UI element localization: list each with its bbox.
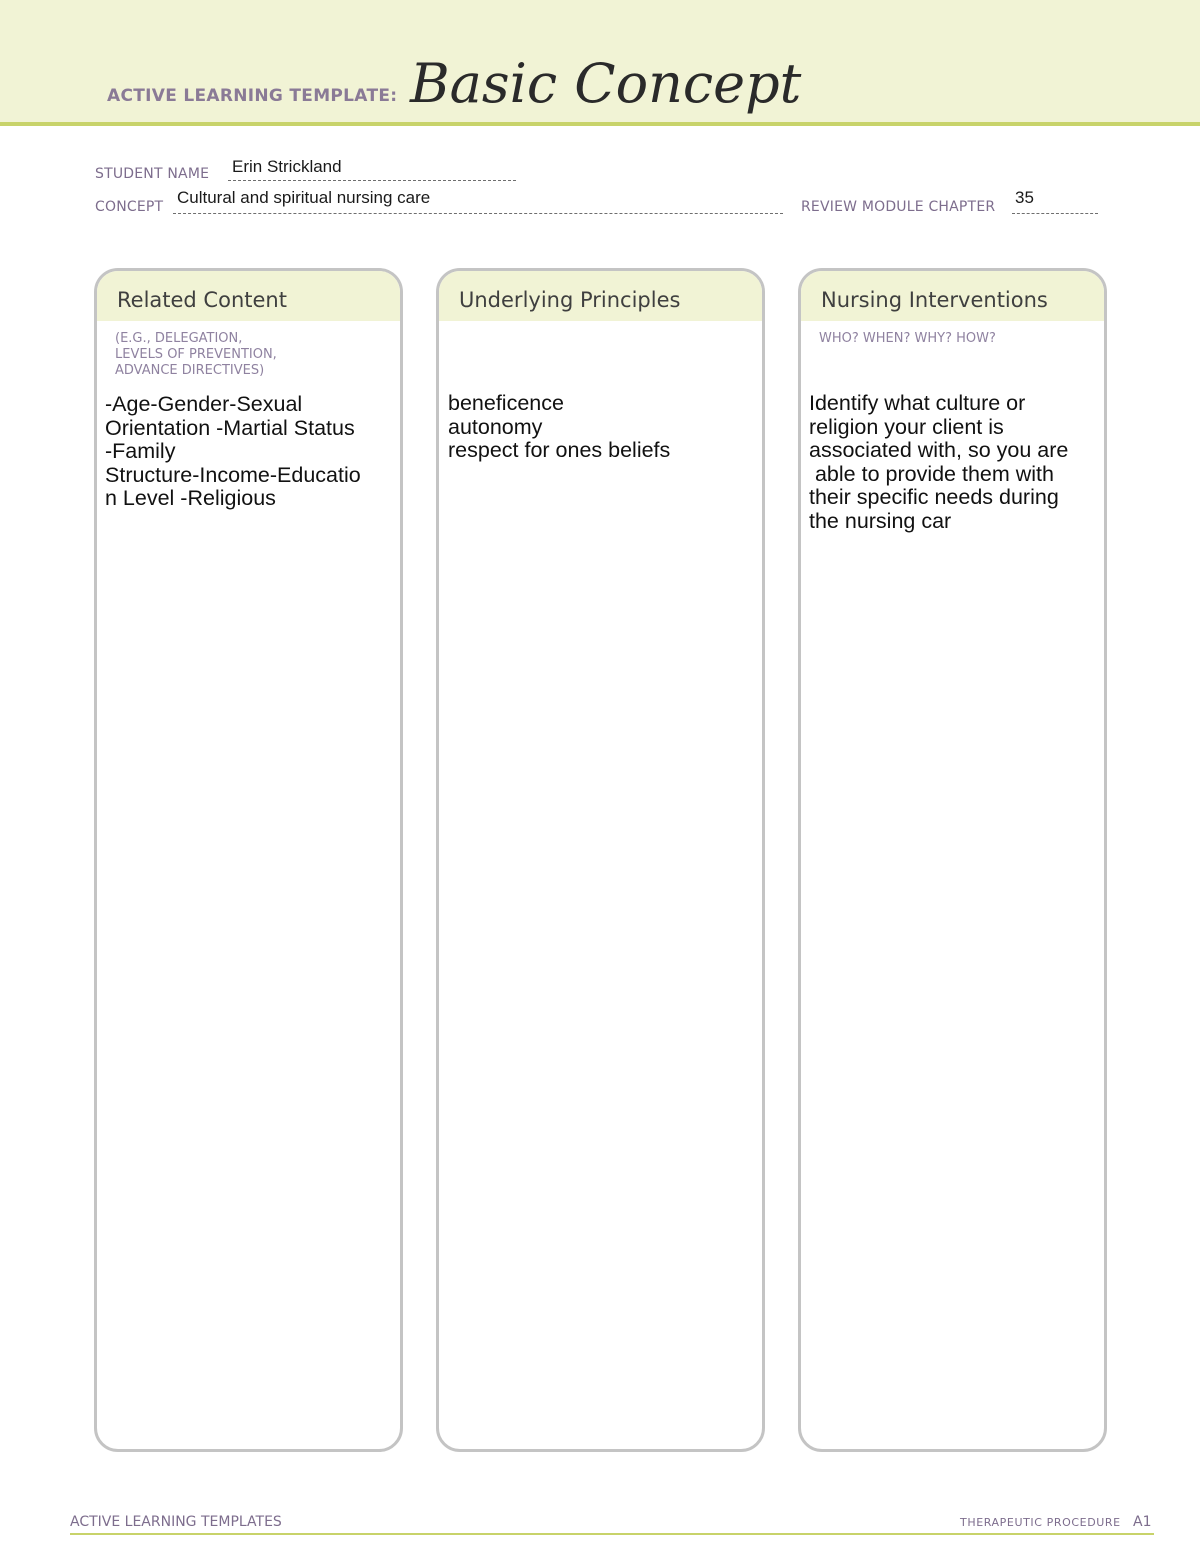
underlying-principles-title: Underlying Principles (459, 288, 681, 312)
page-title: Basic Concept (410, 52, 802, 115)
footer-rule (70, 1533, 1154, 1535)
footer-left-label: ACTIVE LEARNING TEMPLATES (70, 1514, 282, 1530)
student-name-field[interactable]: Erin Strickland (232, 157, 342, 176)
header-rule (0, 122, 1200, 126)
page-number: A1 (1133, 1514, 1152, 1530)
template-label: ACTIVE LEARNING TEMPLATE: (107, 86, 398, 106)
nursing-interventions-text[interactable]: Identify what culture or religion your client is associated with, so you are able to provide them with their specific needs during the nursing car (809, 391, 1069, 533)
panel-header (801, 271, 1104, 321)
related-content-text[interactable]: -Age-Gender-Sexual Orientation -Martial Status -Family Structure-Income-Educatio n Level -Religious (105, 392, 361, 510)
nursing-interventions-title: Nursing Interventions (821, 288, 1048, 312)
review-chapter-line (1012, 213, 1098, 214)
student-name-line (228, 180, 516, 181)
panel-header (97, 271, 400, 321)
nursing-interventions-hint: WHO? WHEN? WHY? HOW? (819, 331, 996, 346)
concept-field[interactable]: Cultural and spiritual nursing care (177, 188, 431, 207)
nursing-interventions-panel (798, 268, 1107, 1452)
panel-header (439, 271, 762, 321)
related-content-panel (94, 268, 403, 1452)
concept-line (173, 213, 783, 214)
related-content-hint: (E.G., DELEGATION, LEVELS OF PREVENTION, ADVANCE DIRECTIVES) (115, 331, 277, 378)
underlying-principles-panel (436, 268, 765, 1452)
review-chapter-field[interactable]: 35 (1015, 188, 1034, 207)
concept-label: CONCEPT (95, 199, 164, 215)
underlying-principles-text[interactable]: beneficence autonomy respect for ones beliefs (448, 391, 671, 462)
review-chapter-label: REVIEW MODULE CHAPTER (801, 199, 996, 215)
related-content-title: Related Content (117, 288, 287, 312)
student-name-label: STUDENT NAME (95, 166, 210, 182)
footer-right-label: THERAPEUTIC PROCEDURE (960, 1516, 1121, 1529)
